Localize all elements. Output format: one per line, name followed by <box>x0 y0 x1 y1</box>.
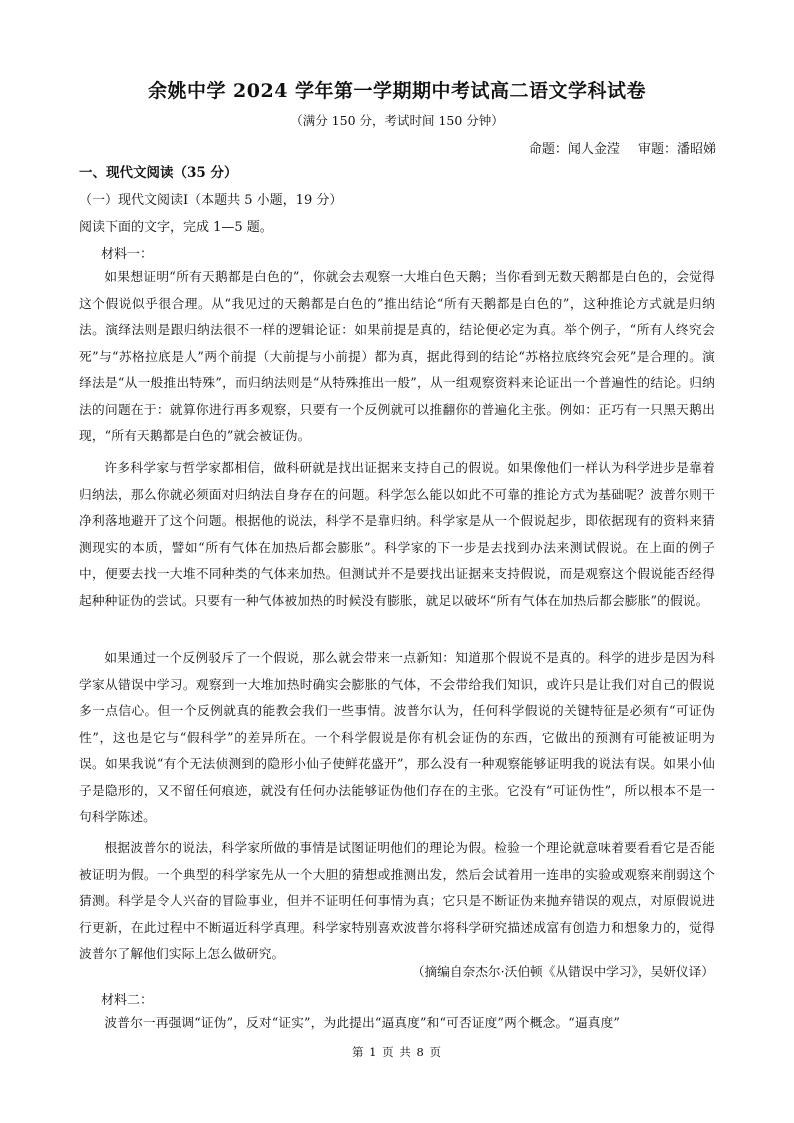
material-one-label: 材料一： <box>101 247 154 262</box>
setter-text: 命题：闻人金滢 <box>528 142 620 157</box>
section-heading: 一、现代文阅读（35 分） <box>79 165 238 181</box>
material-one-paragraph: 如果通过一个反例驳斥了一个假说，那么就会带来一点新知：知道那个假说不是真的。科学的进步是因为科学家从错误中学习。观察到一大堆加热时确实会膨胀的气体，不会带给我们知识，或许只是让我们对自己的假说多一点信心。但一个反例就真的能教会我们一些事情。波普尔认为，任何科学假说的关键特征是必须有“可证伪性”，这也是它与“假科学”的差异所在。一个科学假说是你有机会证伪的东西，它做出的预测有可能被证明为误。如果我说“有个无法侦测到的隐形小仙子使鲜花盛开”，那么没有一种观察能够证明我的说法有误。如果小仙子是隐形的，又不留任何痕迹，就没有任何办法能够证伪他们存在的主张。它没有“可证伪性”，所以根本不是一句科学陈述。 <box>79 650 715 824</box>
part-heading: （一）现代文阅读Ⅰ（本题共 5 小题，19 分） <box>79 193 343 208</box>
exam-subtitle: （满分 150 分，考试时间 150 分钟） <box>290 113 504 128</box>
material-two-label: 材料二： <box>101 993 154 1008</box>
material-one-paragraph: 根据波普尔的说法，科学家所做的事情是试图证明他们的理论为假。检验一个理论就意味着要看看它是否能被证明为假。一个典型的科学家先从一个大胆的猜想或推测出发，然后会试着用一连串的实验或观察来削弱这个猜测。科学是令人兴奋的冒险事业，但并不证明任何事情为真；它只是不断证伪来抛弃错误的观点，对原假说进行更新，在此过程中不断逼近科学真理。科学家特别喜欢波普尔将科学研究描述成富有创造力和想象力的，觉得波普尔了解他们实际上怎么做研究。 <box>79 840 715 961</box>
instruction-text: 阅读下面的文字，完成 1—5 题。 <box>79 220 273 235</box>
material-two-paragraph: 波普尔一再强调“证伪”，反对“证实”，为此提出“逼真度”和“可否证度”两个概念。“逼真度” <box>104 1015 621 1030</box>
page-number: 第 1 页 共 8 页 <box>352 1045 442 1059</box>
material-one-paragraph: 如果想证明“所有天鹅都是白色的”，你就会去观察一大堆白色天鹅；当你看到无数天鹅都是白色的，会觉得这个假说似乎很合理。从“我见过的天鹅都是白色的”推出结论“所有天鹅都是白色的”，这种推论方式就是归纳法。演绎法则是跟归纳法很不一样的逻辑论证：如果前提是真的，结论便必定为真。举个例子，“所有人终究会死”与“苏格拉底是人”两个前提（大前提与小前提）都为真，据此得到的结论“苏格拉底终究会死”是合理的。演绎法是“从一般推出特殊”，而归纳法则是“从特殊推出一般”，从一组观察资料来论证出一个普遍性的结论。归纳法的问题在于：就算你进行再多观察，只要有一个反例就可以推翻你的普遍化主张。例如：正巧有一只黑天鹅出现，“所有天鹅都是白色的”就会被证伪。 <box>79 269 715 443</box>
source-citation: （摘编自奈杰尔·沃伯顿《从错误中学习》，吴妍仪译） <box>411 964 714 979</box>
reviewer-text: 审题：潘昭娣 <box>637 142 716 157</box>
authors-line <box>515 138 716 157</box>
exam-title: 余姚中学 2024 学年第一学期期中考试高二语文学科试卷 <box>147 80 647 102</box>
material-one-paragraph: 许多科学家与哲学家都相信，做科研就是找出证据来支持自己的假说。如果像他们一样认为科学进步是靠着归纳法，那么你就必须面对归纳法自身存在的问题。科学怎么能以如此不可靠的推论方式为基础呢？波普尔则干净利落地避开了这个问题。根据他的说法，科学不是靠归纳。科学家是从一个假说起步，即依据现有的资料来猜测现实的本质，譬如“所有气体在加热后都会膨胀”。科学家的下一步是去找到办法来测试假说。在上面的例子中，便要去找一大堆不同种类的气体来加热。但测试并不是要找出证据来支持假说，而是观察这个假说能否经得起种种证伪的尝试。只要有一种气体被加热的时候没有膨胀，就足以破坏“所有气体在加热后都会膨胀”的假说。 <box>79 460 715 608</box>
